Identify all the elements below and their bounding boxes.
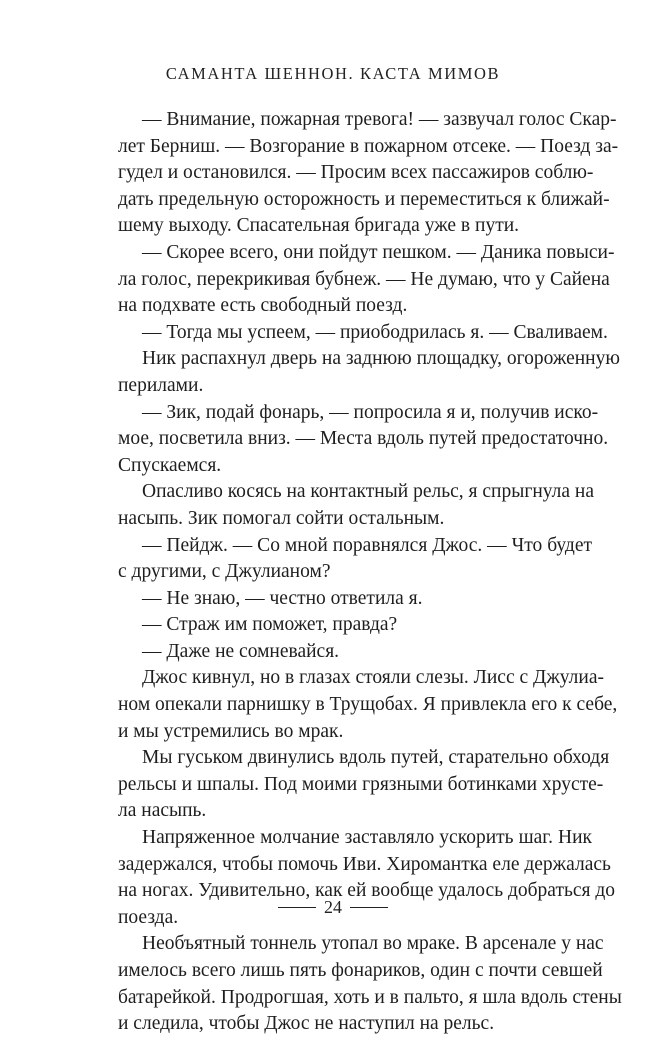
paragraph [118, 346, 620, 399]
text-line: дать предельную осторожность и переместиться к ближай- [118, 188, 610, 210]
text-line: задержался, чтобы помочь Иви. Хиромантка еле держалась [118, 853, 611, 875]
text-line: имелось всего лишь пять фонариков, один с почти севшей [118, 960, 603, 981]
paragraph [118, 586, 592, 613]
text-line: с другими, с Джулианом? [118, 561, 331, 583]
paragraph [118, 320, 608, 347]
paragraph [118, 931, 622, 1037]
text-line: — Скорее всего, они пойдут пешком. — Даника повыси- [142, 241, 615, 263]
text-line: — Страж им поможет, правда? [142, 614, 398, 636]
paragraph [118, 533, 592, 586]
text-line: рельсы и шпалы. Под моими грязными ботинками хрусте- [118, 773, 604, 795]
text-line: мое, посветила вниз. — Места вдоль путей предостаточно. [118, 428, 609, 450]
text-line: — Даже не сомневайся. [142, 640, 340, 662]
text-line: ном опекали парнишку в Трущобах. Я привлекла его к себе, [118, 694, 618, 716]
text-line: Ник распахнул дверь на заднюю площадку, огороженную [142, 348, 620, 370]
text-line: на ногах. Удивительно, как ей вообще удалось добраться до [118, 880, 616, 902]
text-line: — Пейдж. — Со мной поравнялся Джос. — Что будет [142, 534, 592, 556]
paragraph [118, 240, 615, 320]
paragraph [118, 479, 592, 532]
text-line: ла голос, перекрикивая бубнеж. — Не думаю, что у Сайена [118, 268, 610, 290]
paragraph [118, 612, 592, 639]
left-ornament-rule [278, 907, 316, 908]
text-line: перилами. [118, 374, 204, 396]
text-line: гудел и остановился. — Просим всех пассажиров соблю- [118, 162, 594, 184]
paragraph [118, 639, 592, 666]
text-line: Мы гуськом двинулись вдоль путей, старательно обходя [142, 747, 610, 769]
text-line: Спускаемся. [118, 454, 222, 476]
page-number: 24 [324, 897, 342, 917]
text-line: насыпь. Зик помогал сойти остальным. [118, 507, 445, 529]
text-line: на подхвате есть свободный поезд. [118, 295, 408, 317]
paragraph [118, 665, 618, 745]
text-line: поезда. [118, 906, 179, 928]
text-line: ла насыпь. [118, 800, 207, 822]
paragraph [118, 400, 609, 480]
page-footer [0, 897, 666, 918]
paragraph [118, 107, 619, 240]
text-line: и мы устремились во мрак. [118, 720, 344, 742]
text-line: — Тогда мы успеем, — приободрилась я. — Сваливаем. [142, 321, 608, 343]
text-line: — Зик, подай фонарь, — попросила я и, получив иско- [142, 401, 599, 423]
text-line: — Внимание, пожарная тревога! — зазвучал голос Скар- [142, 109, 617, 130]
text-line: и следила, чтобы Джос не наступил на рельс. [118, 1013, 495, 1035]
text-line: лет Берниш. — Возгорание в пожарном отсеке. — Поезд за- [118, 135, 619, 157]
right-ornament-rule [350, 907, 388, 908]
running-title: САМАНТА ШЕННОН. КАСТА МИМОВ [165, 64, 501, 83]
text-line: Напряженное молчание заставляло ускорить шаг. Ник [142, 827, 592, 849]
text-line: Джос кивнул, но в глазах стояли слезы. Лисс с Джулиа- [142, 667, 605, 689]
text-line: батарейкой. Продрогшая, хоть и в пальто, я шла вдоль стены [118, 986, 622, 1008]
paragraph [118, 745, 610, 825]
text-line: шему выходу. Спасательная бригада уже в пути. [118, 215, 520, 237]
text-line: — Не знаю, — честно ответила я. [142, 587, 423, 609]
text-line: Необъятный тоннель утопал во мраке. В арсенале у нас [142, 933, 604, 955]
text-line: Опасливо косясь на контактный рельс, я спрыгнула на [142, 481, 594, 503]
